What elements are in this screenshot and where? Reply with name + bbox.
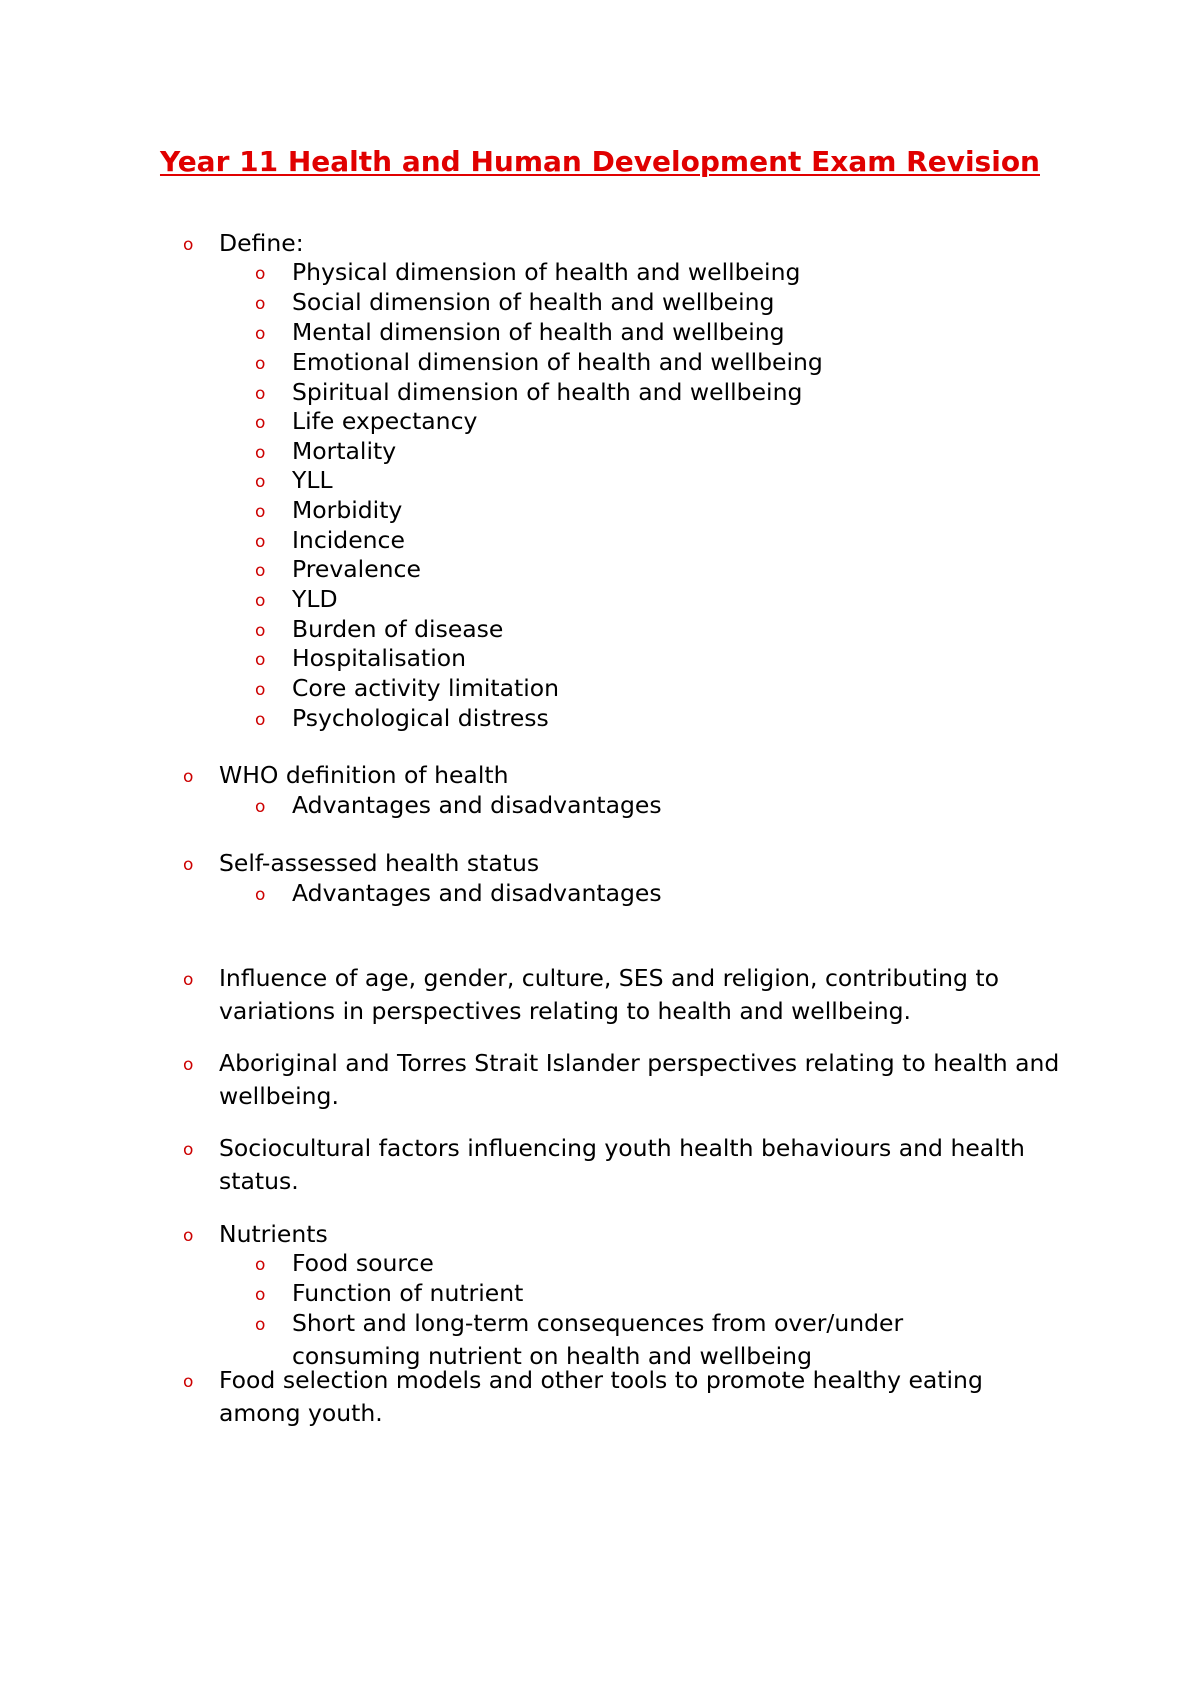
bullet-circle-icon: o xyxy=(255,532,266,552)
bullet-circle-icon: o xyxy=(183,1140,194,1160)
list-item xyxy=(183,1364,1069,1429)
bullet-circle-icon: o xyxy=(255,1315,266,1335)
sub-list-item xyxy=(255,316,952,349)
bullet-circle-icon: o xyxy=(255,472,266,492)
list-item-text: Physical dimension of health and wellbeing xyxy=(292,258,801,286)
sub-list-item xyxy=(255,1277,952,1310)
sub-list-item xyxy=(255,672,952,705)
sub-list-item xyxy=(255,877,952,910)
bullet-circle-icon: o xyxy=(255,591,266,611)
bullet-circle-icon: o xyxy=(183,1372,194,1392)
list-item-text: Incidence xyxy=(292,526,405,554)
bullet-circle-icon: o xyxy=(183,235,194,255)
list-item xyxy=(183,759,1069,792)
list-item xyxy=(183,962,1069,1027)
list-item-text: Food source xyxy=(292,1249,434,1277)
list-item-text: Mortality xyxy=(292,437,397,465)
bullet-circle-icon: o xyxy=(255,885,266,905)
list-item-text: Prevalence xyxy=(292,555,421,583)
sub-list-item xyxy=(255,494,952,527)
sub-list-item xyxy=(255,1307,952,1372)
bullet-circle-icon: o xyxy=(255,354,266,374)
sub-list-item xyxy=(255,583,952,616)
bullet-circle-icon: o xyxy=(255,710,266,730)
list-item-text: Hospitalisation xyxy=(292,644,467,672)
list-item-text: Spiritual dimension of health and wellbeing xyxy=(292,378,803,406)
bullet-circle-icon: o xyxy=(255,413,266,433)
sub-list-item xyxy=(255,702,952,735)
bullet-circle-icon: o xyxy=(255,324,266,344)
list-item-text: Short and long-term consequences from over/under consuming nutrient on health and wellbeing xyxy=(292,1309,904,1370)
sub-list-item xyxy=(255,464,952,497)
list-item xyxy=(183,1132,1069,1197)
sub-list-item xyxy=(255,1247,952,1280)
list-item-text: Life expectancy xyxy=(292,407,478,435)
sub-list-item xyxy=(255,524,952,557)
list-item-text: Sociocultural factors influencing youth health behaviours and health status. xyxy=(219,1134,1025,1195)
bullet-circle-icon: o xyxy=(255,561,266,581)
bullet-circle-icon: o xyxy=(255,1285,266,1305)
sub-list-item xyxy=(255,789,952,822)
sub-list-item xyxy=(255,376,952,409)
list-item-text: Function of nutrient xyxy=(292,1279,524,1307)
list-item xyxy=(183,1218,1069,1251)
sub-list-item xyxy=(255,405,952,438)
list-item-text: Self-assessed health status xyxy=(219,849,540,877)
bullet-circle-icon: o xyxy=(255,680,266,700)
sub-list-item xyxy=(255,435,952,468)
bullet-circle-icon: o xyxy=(255,797,266,817)
list-item-text: YLD xyxy=(292,585,338,613)
bullet-circle-icon: o xyxy=(255,502,266,522)
sub-list-item xyxy=(255,286,952,319)
list-item-text: Burden of disease xyxy=(292,615,504,643)
bullet-circle-icon: o xyxy=(183,767,194,787)
bullet-circle-icon: o xyxy=(183,1055,194,1075)
sub-list-item xyxy=(255,346,952,379)
list-item xyxy=(183,227,1069,260)
list-item-text: Emotional dimension of health and wellbeing xyxy=(292,348,823,376)
list-item-text: Psychological distress xyxy=(292,704,549,732)
page-title: Year 11 Health and Human Development Exam Revision xyxy=(159,145,1040,178)
sub-list-item xyxy=(255,553,952,586)
list-item-text: Morbidity xyxy=(292,496,403,524)
list-item-text: Advantages and disadvantages xyxy=(292,879,662,907)
bullet-circle-icon: o xyxy=(255,294,266,314)
bullet-circle-icon: o xyxy=(183,1226,194,1246)
list-item-text: Mental dimension of health and wellbeing xyxy=(292,318,785,346)
list-item xyxy=(183,1047,1069,1112)
bullet-circle-icon: o xyxy=(255,650,266,670)
list-item-text: Influence of age, gender, culture, SES and religion, contributing to variations in perspectives relating to health and wellbeing. xyxy=(219,964,999,1025)
list-item-text: Define: xyxy=(219,229,304,257)
list-item-text: Social dimension of health and wellbeing xyxy=(292,288,775,316)
sub-list-item xyxy=(255,256,952,289)
bullet-circle-icon: o xyxy=(183,970,194,990)
list-item-text: WHO definition of health xyxy=(219,761,509,789)
bullet-circle-icon: o xyxy=(255,621,266,641)
list-item-text: Advantages and disadvantages xyxy=(292,791,662,819)
bullet-circle-icon: o xyxy=(255,443,266,463)
bullet-circle-icon: o xyxy=(255,384,266,404)
list-item-text: Nutrients xyxy=(219,1220,328,1248)
list-item-text: Food selection models and other tools to promote healthy eating among youth. xyxy=(219,1366,983,1427)
sub-list-item xyxy=(255,642,952,675)
bullet-circle-icon: o xyxy=(255,1255,266,1275)
list-item-text: Core activity limitation xyxy=(292,674,560,702)
list-item-text: Aboriginal and Torres Strait Islander perspectives relating to health and wellbeing. xyxy=(219,1049,1060,1110)
list-item-text: YLL xyxy=(292,466,333,494)
list-item xyxy=(183,847,1069,880)
bullet-circle-icon: o xyxy=(255,264,266,284)
sub-list-item xyxy=(255,613,952,646)
bullet-circle-icon: o xyxy=(183,855,194,875)
